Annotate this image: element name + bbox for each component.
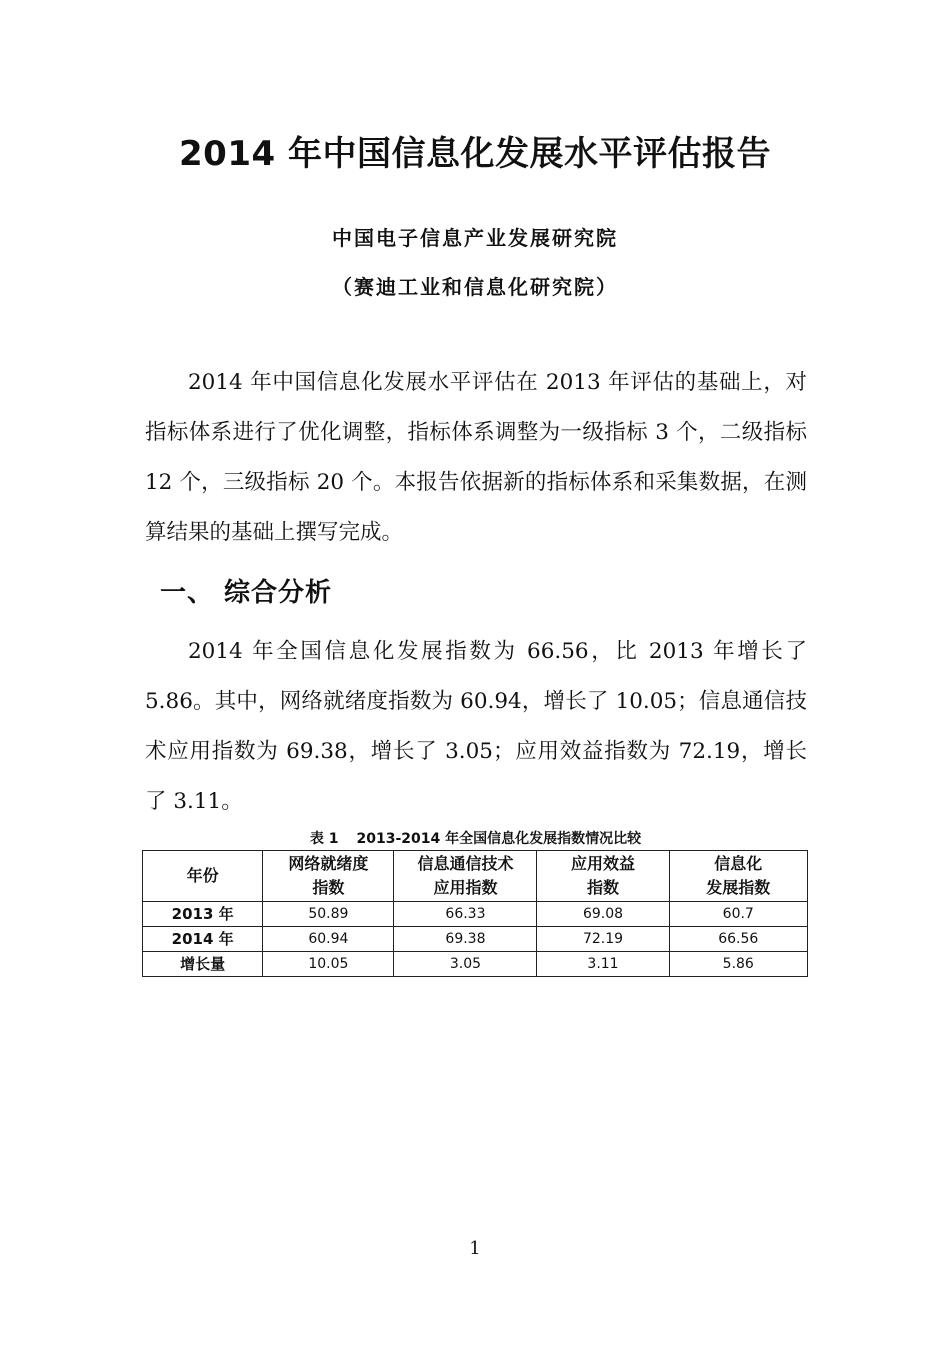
header-line: 应用效益 [570,854,635,873]
header-informatization-index [669,851,807,902]
index-comparison-table [142,850,808,977]
row-label: 增长量 [143,952,263,977]
report-title: 2014 年中国信息化发展水平评估报告 [179,134,771,174]
header-line: 指数 [586,878,619,897]
header-line: 网络就绪度 [288,854,369,873]
header-line: 信息通信技术 [417,854,514,873]
header-network-readiness [263,851,394,902]
table-cell: 69.08 [537,902,669,927]
table-caption [143,828,808,848]
table-header-row [143,851,808,902]
table-caption-text: 2013-2014 年全国信息化发展指数情况比较 [356,831,642,847]
org-name: 中国电子信息产业发展研究院 [332,226,618,250]
summary-paragraph: 2014 年全国信息化发展指数为 66.56，比 2013 年增长了 5.86。其中，网络就绪度指数为 60.94，增长了 10.05；信息通信技术应用指数为 69.38，增长了 3.05；应用效益指数为 72.19，增长了 3.11。 [145,639,807,814]
header-line: 信息化 [714,854,763,873]
table-cell: 5.86 [669,952,807,977]
table-cell: 66.56 [669,927,807,952]
org-alt-name: （赛迪工业和信息化研究院） [332,275,618,299]
table-row [143,902,808,927]
table-cell: 72.19 [537,927,669,952]
table-cell: 3.05 [394,952,537,977]
header-year [143,851,263,902]
table-cell: 60.94 [263,927,394,952]
header-line: 应用指数 [433,878,498,897]
table-cell: 50.89 [263,902,394,927]
header-year-text: 年份 [186,866,219,885]
header-ict-application [394,851,537,902]
table-cell: 66.33 [394,902,537,927]
page-number: 1 [469,1238,481,1259]
table-cell: 60.7 [669,902,807,927]
header-application-benefit [537,851,669,902]
row-label: 2014 年 [143,927,263,952]
table-caption-label: 表 1 [309,831,339,847]
intro-paragraph: 2014 年中国信息化发展水平评估在 2013 年评估的基础上，对指标体系进行了优化调整，指标体系调整为一级指标 3 个，二级指标 12 个，三级指标 20 个。本报告依据新的指标体系和采集数据，在测算结果的基础上撰写完成。 [145,370,807,545]
table-cell: 3.11 [537,952,669,977]
header-line: 发展指数 [706,878,771,897]
table-cell: 10.05 [263,952,394,977]
header-line: 指数 [312,878,345,897]
table-cell: 69.38 [394,927,537,952]
table-row [143,952,808,977]
section-heading: 一、 综合分析 [160,578,333,608]
table-row [143,927,808,952]
row-label: 2013 年 [143,902,263,927]
